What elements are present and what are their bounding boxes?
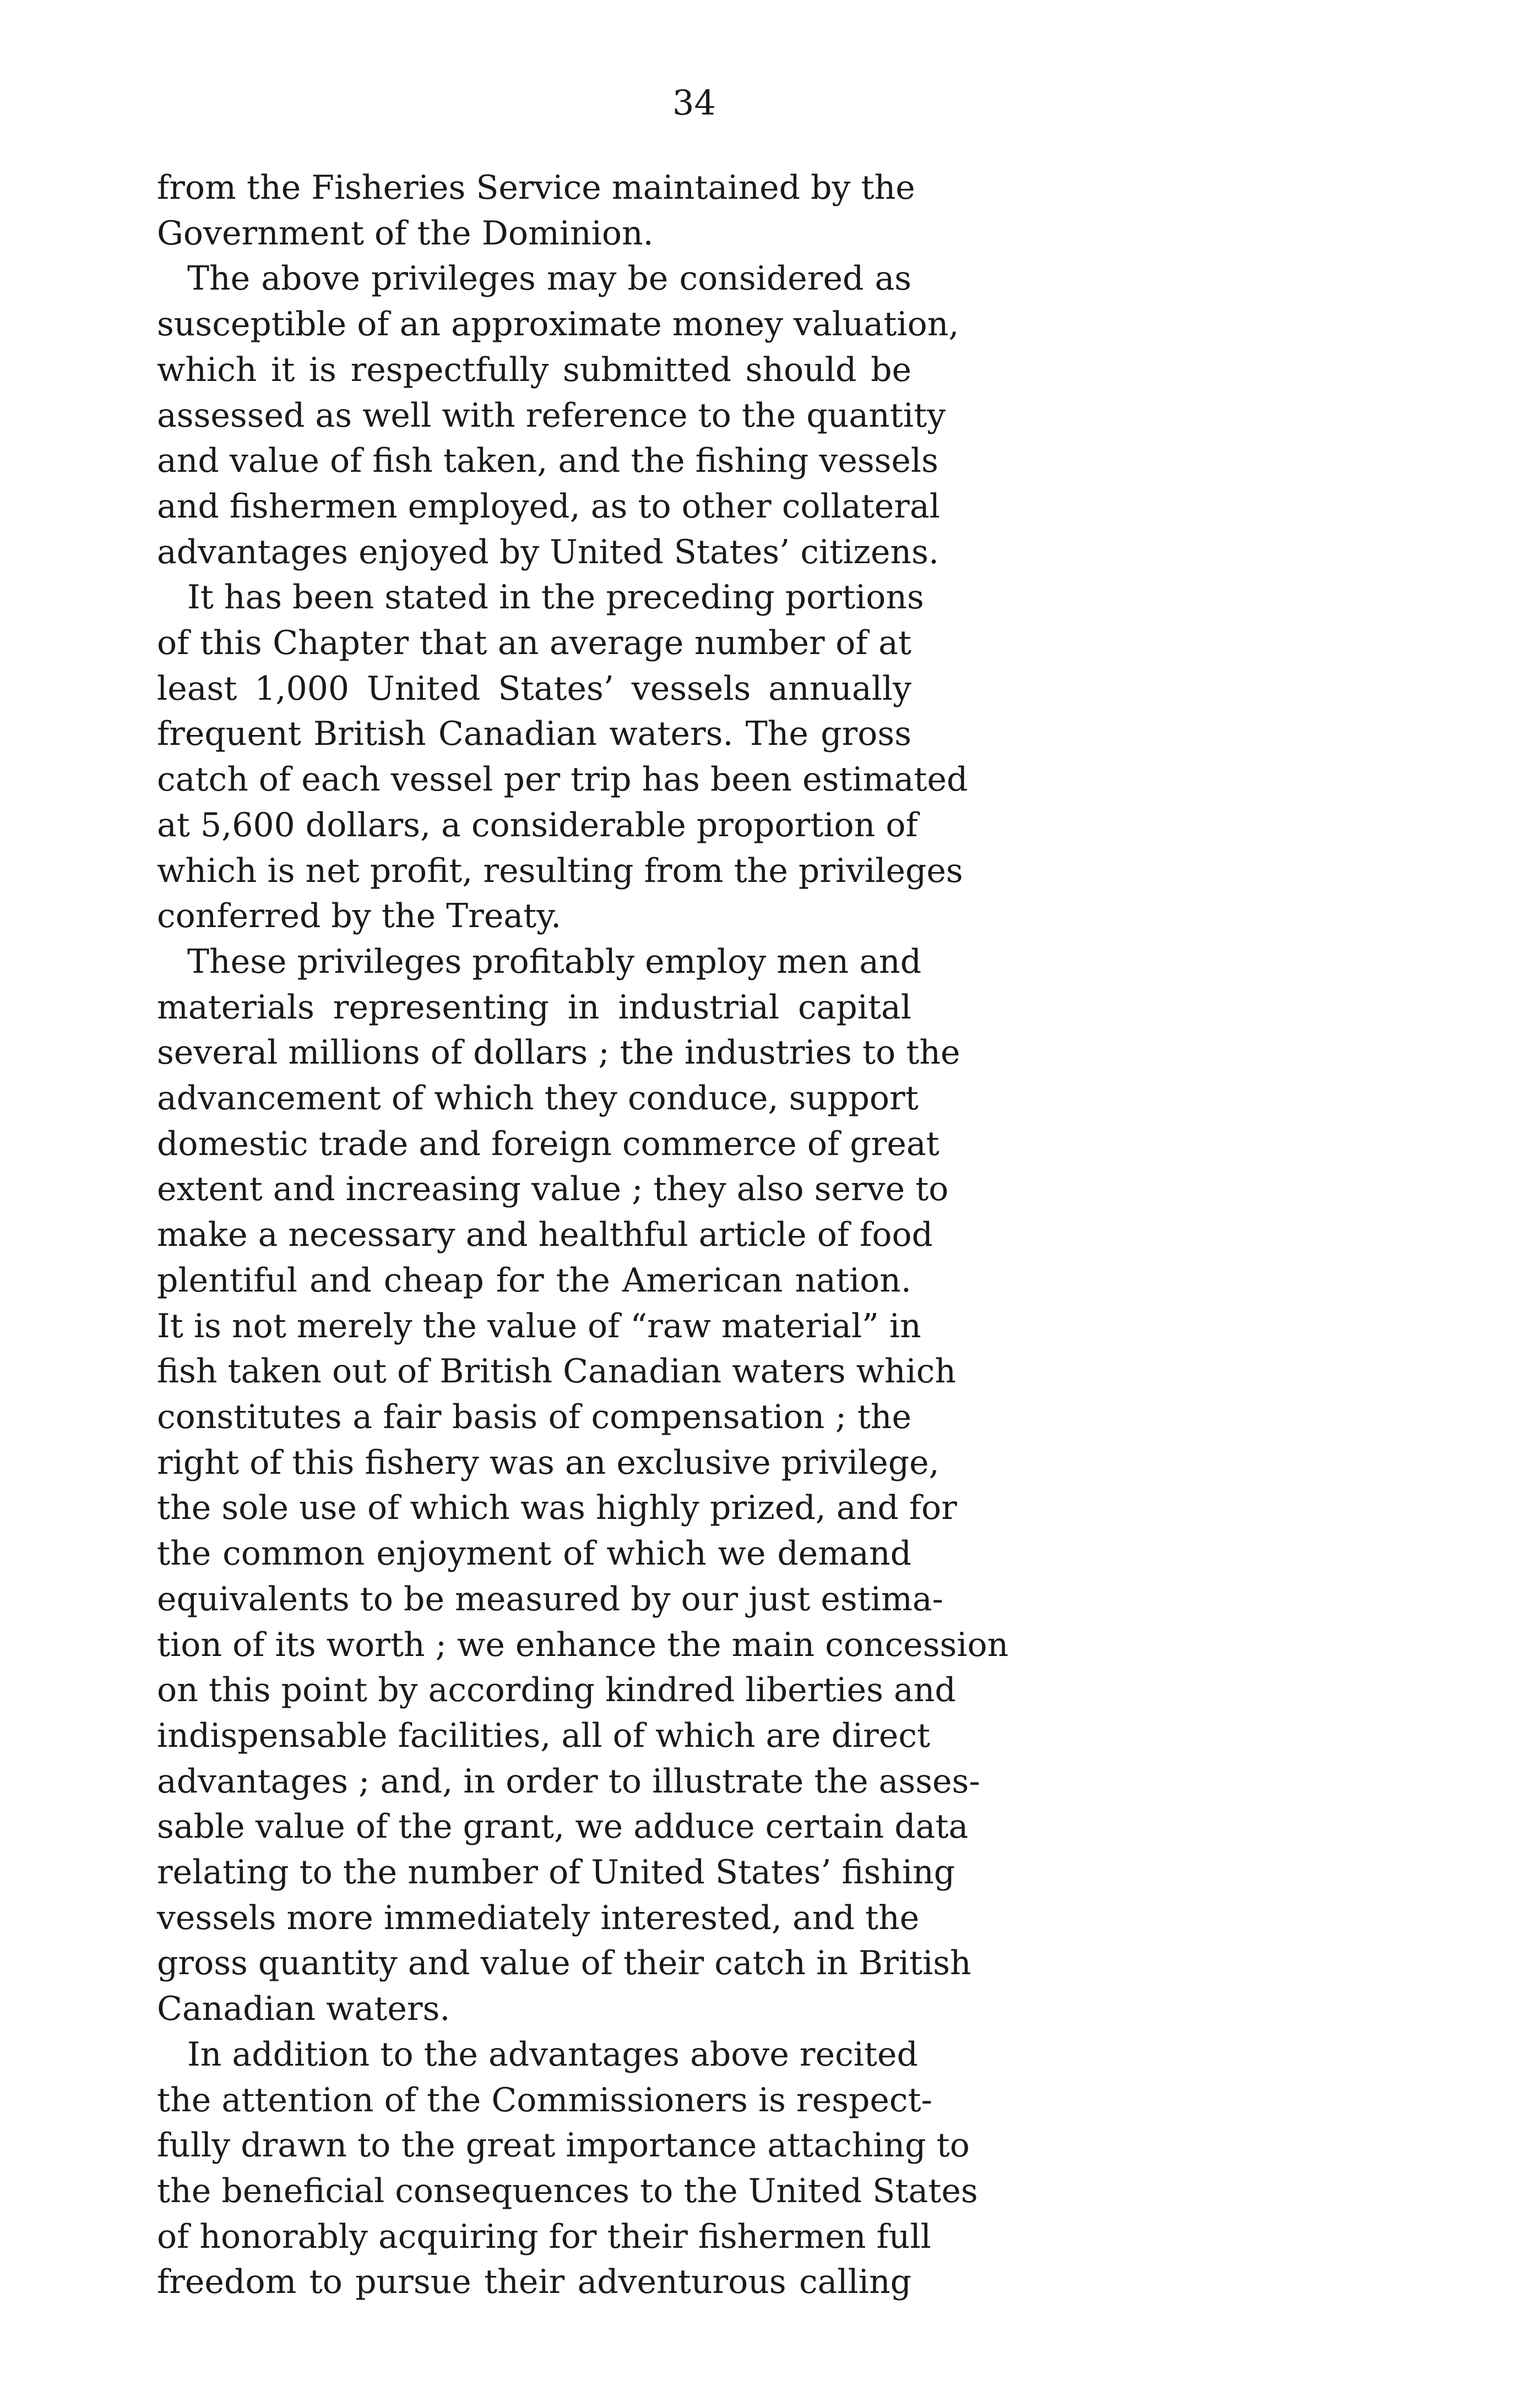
text-line: assessed as well with reference to the quantity	[157, 396, 946, 435]
text-line: advantages enjoyed by United States’ citizens.	[157, 532, 940, 571]
text-line: tion of its worth ; we enhance the main concession	[157, 1625, 1009, 1664]
text-line: the sole use of which was highly prized, and for	[157, 1489, 957, 1528]
text-line: of honorably acquiring for their fishermen full	[157, 2217, 931, 2256]
text-line: catch of each vessel per trip has been estimated	[157, 760, 968, 799]
text-line: on this point by according kindred liberties and	[157, 1671, 956, 1710]
text-line: equivalents to be measured by our just estima-	[157, 1579, 943, 1619]
text-line: gross quantity and value of their catch in British	[157, 1944, 971, 1983]
text-line: frequent British Canadian waters. The gross	[157, 715, 911, 754]
text-line: Government of the Dominion.	[157, 214, 654, 253]
paragraph-3	[157, 575, 968, 939]
body-text	[157, 165, 1009, 2305]
text-line: least 1,000 United States’ vessels annually	[157, 669, 911, 708]
text-line: and fishermen employed, as to other collateral	[157, 487, 940, 526]
text-line: fully drawn to the great importance attaching to	[157, 2126, 970, 2165]
text-line: advancement of which they conduce, support	[157, 1079, 919, 1118]
text-line: The above privileges may be considered as	[187, 259, 911, 298]
text-line: and value of fish taken, and the fishing vessels	[157, 442, 938, 481]
text-line: In addition to the advantages above recited	[187, 2035, 918, 2074]
paragraph-2	[157, 256, 959, 575]
text-line: make a necessary and healthful article of food	[157, 1216, 933, 1255]
text-line: right of this fishery was an exclusive privilege,	[157, 1443, 940, 1482]
text-line: Canadian waters.	[157, 1990, 450, 2029]
text-line: the beneficial consequences to the United States	[157, 2171, 978, 2210]
text-line: extent and increasing value ; they also serve to	[157, 1170, 949, 1209]
text-line: fish taken out of British Canadian waters which	[157, 1352, 957, 1391]
text-line: These privileges profitably employ men and	[187, 942, 922, 981]
text-line: from the Fisheries Service maintained by the	[157, 168, 915, 207]
text-line: the common enjoyment of which we demand	[157, 1534, 911, 1573]
page-number: 34	[672, 83, 716, 123]
text-line: freedom to pursue their adventurous calling	[157, 2263, 911, 2302]
text-line: plentiful and cheap for the American nation.	[157, 1261, 911, 1300]
text-line: advantages ; and, in order to illustrate the asses-	[157, 1762, 980, 1801]
text-line: indispensable facilities, all of which are direct	[157, 1716, 931, 1755]
text-line: sable value of the grant, we adduce certain data	[157, 1807, 969, 1846]
paragraph-4	[157, 939, 1009, 2032]
text-line: It is not merely the value of “raw material” in	[157, 1306, 921, 1345]
text-line: susceptible of an approximate money valuation,	[157, 305, 959, 344]
text-line: It has been stated in the preceding portions	[187, 578, 924, 617]
text-line: which it is respectfully submitted should be	[157, 350, 911, 389]
paragraph-5	[157, 2032, 978, 2305]
text-line: the attention of the Commissioners is respect-	[157, 2080, 932, 2120]
text-line: at 5,600 dollars, a considerable proportion of	[157, 805, 918, 845]
text-line: constitutes a fair basis of compensation ; the	[157, 1397, 911, 1436]
text-line: domestic trade and foreign commerce of great	[157, 1124, 940, 1163]
text-line: materials representing in industrial capital	[157, 988, 911, 1027]
text-line: conferred by the Treaty.	[157, 897, 562, 936]
text-line: several millions of dollars ; the industries to the	[157, 1033, 960, 1072]
text-line: of this Chapter that an average number of at	[157, 624, 911, 663]
text-line: which is net profit, resulting from the privileges	[157, 851, 963, 890]
paragraph-1	[157, 165, 915, 256]
text-line: vessels more immediately interested, and the	[157, 1898, 920, 1937]
text-line: relating to the number of United States’ fishing	[157, 1853, 955, 1892]
